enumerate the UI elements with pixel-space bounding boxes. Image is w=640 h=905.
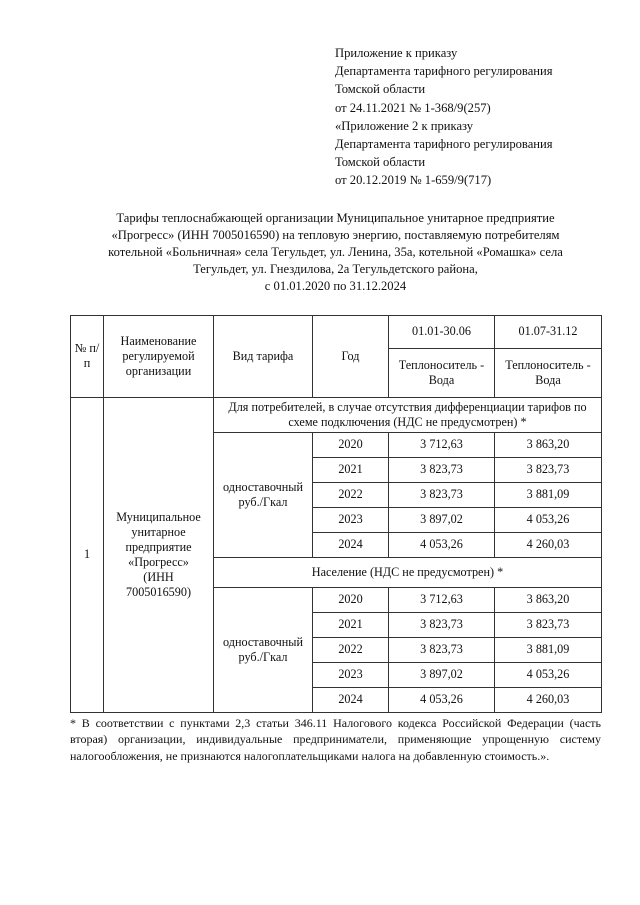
tariff-period-1-cell: 3 897,02 [389, 662, 495, 687]
document-title [70, 210, 601, 295]
appendix-line: Департамента тарифного регулирования [335, 64, 553, 79]
tariff-period-1-cell: 4 053,26 [389, 687, 495, 712]
tariff-period-2-cell: 4 260,03 [495, 687, 602, 712]
tariff-type: одноставочный руб./Гкал [214, 432, 313, 557]
title-line: Тегульдет, ул. Гнездилова, 2а Тегульдетского района, [193, 261, 478, 276]
title-line: Тарифы теплоснабжающей организации Муниципальное унитарное предприятие [116, 210, 555, 225]
tariff-period-1-cell: 3 823,73 [389, 457, 495, 482]
row-number: 1 [71, 397, 104, 712]
organization-name: Муниципальное унитарное предприятие «Прогресс» (ИНН 7005016590) [104, 397, 214, 712]
section-label: Население (НДС не предусмотрен) * [214, 557, 602, 587]
appendix-header [335, 44, 601, 190]
header-medium-2: Теплоноситель - Вода [495, 348, 602, 397]
tariff-period-2-cell: 3 881,09 [495, 637, 602, 662]
year-cell: 2023 [313, 662, 389, 687]
title-line: котельной «Больничная» села Тегульдет, ул. Ленина, 35а, котельной «Ромашка» села [108, 244, 563, 259]
year-cell: 2022 [313, 482, 389, 507]
header-year: Год [313, 315, 389, 397]
year-cell: 2023 [313, 507, 389, 532]
year-cell: 2024 [313, 687, 389, 712]
header-org: Наименование регулируемой организации [104, 315, 214, 397]
title-line: «Прогресс» (ИНН 7005016590) на тепловую энергию, поставляемую потребителям [111, 227, 560, 242]
year-cell: 2021 [313, 457, 389, 482]
tariff-period-2-cell: 3 863,20 [495, 587, 602, 612]
tariff-period-1-cell: 3 823,73 [389, 482, 495, 507]
header-medium-1: Теплоноситель - Вода [389, 348, 495, 397]
tariff-period-2-cell: 3 823,73 [495, 612, 602, 637]
tariff-period-2-cell: 4 053,26 [495, 507, 602, 532]
header-tariff-type: Вид тарифа [214, 315, 313, 397]
year-cell: 2021 [313, 612, 389, 637]
tariff-period-2-cell: 4 053,26 [495, 662, 602, 687]
tariff-period-2-cell: 3 823,73 [495, 457, 602, 482]
tariff-period-2-cell: 3 863,20 [495, 432, 602, 457]
appendix-line: Томской области [335, 82, 426, 97]
tariff-period-1-cell: 3 712,63 [389, 587, 495, 612]
year-cell: 2020 [313, 432, 389, 457]
tariff-period-2-cell: 4 260,03 [495, 532, 602, 557]
tariff-type: одноставочный руб./Гкал [214, 587, 313, 712]
footnote: * В соответствии с пунктами 2,3 статьи 346.11 Налогового кодекса Российской Федерации (часть вторая) организации, индивидуальные предприниматели, применяющие упрощенную систему налогообложения, не признаются налогоплательщиками налога на добавленную стоимость.». [70, 715, 601, 763]
tariff-period-1-cell: 3 823,73 [389, 612, 495, 637]
section-label-row [71, 397, 602, 432]
section-label: Для потребителей, в случае отсутствия дифференциации тарифов по схеме подключения (НДС не предусмотрен) * [214, 397, 602, 432]
header-num: № п/п [71, 315, 104, 397]
tariff-period-1-cell: 3 897,02 [389, 507, 495, 532]
header-period-1: 01.01-30.06 [389, 315, 495, 348]
tariff-period-1-cell: 4 053,26 [389, 532, 495, 557]
header-period-2: 01.07-31.12 [495, 315, 602, 348]
year-cell: 2020 [313, 587, 389, 612]
tariff-table [70, 315, 602, 713]
appendix-line: от 24.11.2021 № 1-368/9(257) [335, 100, 491, 115]
year-cell: 2022 [313, 637, 389, 662]
tariff-period-1-cell: 3 823,73 [389, 637, 495, 662]
appendix-line: от 20.12.2019 № 1-659/9(717) [335, 173, 492, 188]
appendix-line: «Приложение 2 к приказу [335, 118, 474, 133]
tariff-period-2-cell: 3 881,09 [495, 482, 602, 507]
tariff-period-1-cell: 3 712,63 [389, 432, 495, 457]
year-cell: 2024 [313, 532, 389, 557]
appendix-line: Департамента тарифного регулирования [335, 137, 553, 152]
title-line: с 01.01.2020 по 31.12.2024 [264, 278, 407, 293]
appendix-line: Томской области [335, 155, 426, 170]
appendix-line: Приложение к приказу [335, 46, 458, 60]
